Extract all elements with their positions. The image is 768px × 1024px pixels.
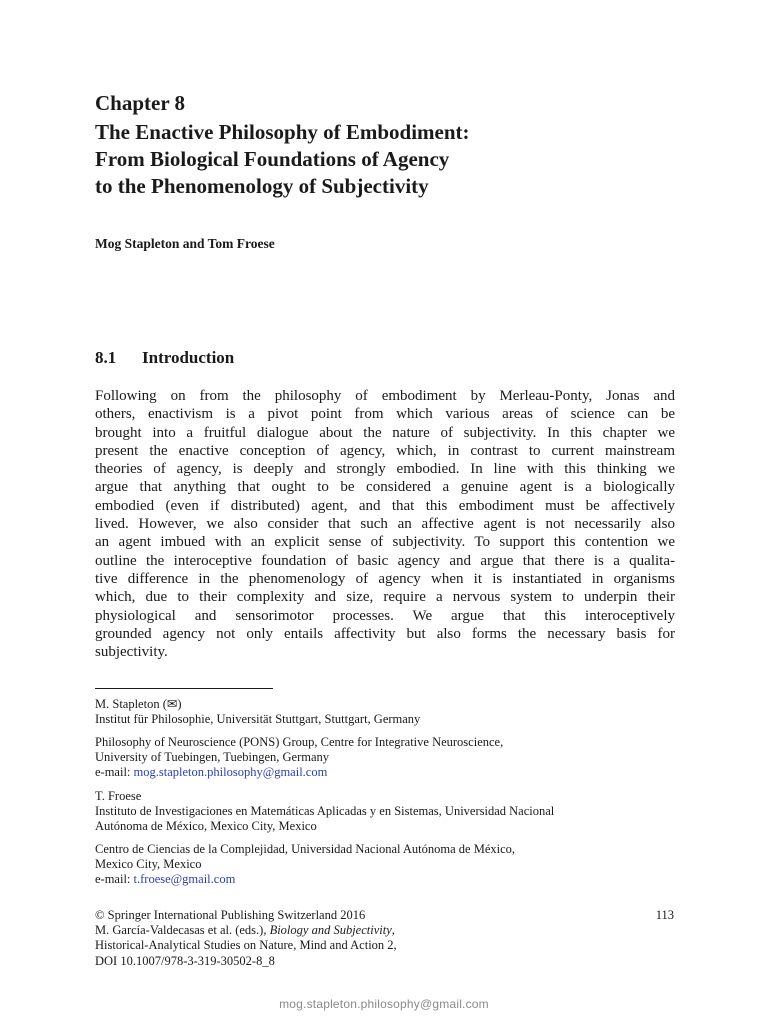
chapter-title — [95, 119, 655, 200]
citation-line — [95, 923, 675, 938]
footnote-froese — [95, 789, 675, 835]
email-link[interactable]: mog.stapleton.philosophy@gmail.com — [133, 765, 328, 780]
email-label: e-mail: — [95, 765, 134, 780]
book-title: Biology and Subjectivity — [269, 923, 392, 938]
footnote-affiliation: University of Tuebingen, Tuebingen, Germany — [95, 750, 330, 765]
footnote-affiliation: Institut für Philosophie, Universität Stuttgart, Stuttgart, Germany — [95, 712, 421, 727]
body-line: embodied (even if distributed) agent, and that this embodiment must be affectively — [95, 497, 675, 514]
chapter-title-line: The Enactive Philosophy of Embodiment: — [95, 120, 470, 144]
editors: M. García-Valdecasas et al. (eds.), — [95, 923, 270, 938]
body-line: grounded agency not only entails affectivity but also forms the necessary basis for — [95, 625, 675, 642]
doi-line: DOI 10.1007/978-3-319-30502-8_8 — [95, 953, 275, 968]
body-line: present the enactive conception of agency, which, in contrast to current mainstream — [95, 442, 675, 459]
body-line: others, enactivism is a pivot point from which various areas of science can be — [95, 406, 675, 423]
body-paragraph — [95, 387, 675, 661]
footnote-affiliation: Mexico City, Mexico — [95, 857, 202, 872]
footnote-affiliation: Instituto de Investigaciones en Matemáticas Aplicadas y en Sistemas, Universidad Nacional — [95, 804, 555, 819]
body-line: outline the interoceptive foundation of basic agency and argue that there is a qualita- — [95, 552, 675, 569]
body-line: physiological and sensorimotor processes. We argue that this interoceptively — [95, 607, 675, 624]
body-line: theories of agency, is deeply and strongly embodied. In line with this thinking we — [95, 461, 675, 478]
citation-punctuation: , — [391, 923, 395, 938]
footnote-email-line — [95, 872, 675, 887]
body-line: lived. However, we also consider that such an affective agent is not necessarily also — [95, 516, 675, 533]
footnote-divider — [95, 688, 273, 689]
chapter-label: Chapter 8 — [95, 91, 186, 115]
section-heading — [95, 347, 234, 369]
body-line: argue that anything that ought to be considered a genuine agent is a biologically — [95, 479, 675, 496]
page-number: 113 — [655, 908, 674, 922]
watermark: mog.stapleton.philosophy@gmail.com — [279, 997, 489, 1011]
footnote-author-name: M. Stapleton (✉) — [95, 697, 182, 711]
body-line: which, due to their complexity and size, require a nervous system to underpin their — [95, 589, 675, 606]
body-line: Following on from the philosophy of embodiment by Merleau-Ponty, Jonas and — [95, 388, 675, 404]
body-line: an agent imbued with an explicit sense of subjectivity. To support this contention we — [95, 534, 675, 551]
email-label: e-mail: — [95, 872, 134, 887]
footnote-author-name: T. Froese — [95, 789, 142, 803]
copyright-block — [95, 908, 675, 969]
footnote-stapleton-affiliation-2 — [95, 735, 675, 781]
copyright-line: © Springer International Publishing Switzerland 2016 — [95, 908, 366, 922]
email-link[interactable]: t.froese@gmail.com — [133, 872, 236, 887]
authors: Mog Stapleton and Tom Froese — [95, 236, 275, 251]
footnote-froese-affiliation-2 — [95, 842, 675, 888]
section-number: 8.1 — [95, 348, 117, 367]
series-line: Historical-Analytical Studies on Nature, Mind and Action 2, — [95, 938, 397, 953]
chapter-title-line: to the Phenomenology of Subjectivity — [95, 174, 429, 198]
body-line: tive difference in the phenomenology of agency when it is instantiated in organisms — [95, 570, 675, 587]
footnote-affiliation: Centro de Ciencias de la Complejidad, Universidad Nacional Autónoma de México, — [95, 842, 516, 856]
body-line: brought into a fruitful dialogue about the nature of subjectivity. In this chapter we — [95, 424, 675, 441]
footnote-affiliation: Philosophy of Neuroscience (PONS) Group, Centre for Integrative Neuroscience, — [95, 735, 504, 749]
chapter-title-line: From Biological Foundations of Agency — [95, 147, 450, 171]
footnote-email-line — [95, 765, 675, 780]
section-title: Introduction — [142, 348, 235, 367]
footnote-affiliation: Autónoma de México, Mexico City, Mexico — [95, 819, 317, 834]
footnote-stapleton — [95, 697, 675, 727]
body-line: subjectivity. — [95, 644, 168, 661]
